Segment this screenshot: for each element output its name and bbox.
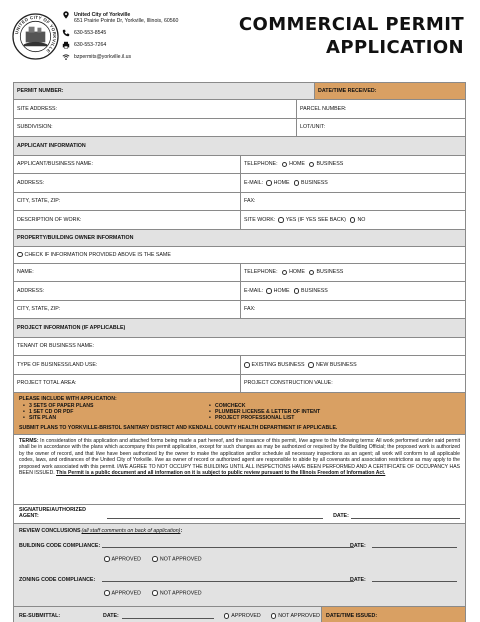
applicant-section-header [14, 137, 465, 156]
existing-business-radio[interactable] [244, 362, 250, 368]
owner-same-label: CHECK IF INFORMATION PROVIDED ABOVE IS THE SAME [24, 251, 171, 258]
building-date-line[interactable] [372, 543, 457, 548]
business-type-row [14, 356, 465, 375]
email-home-radio[interactable] [266, 180, 272, 186]
contact-address-row [62, 12, 252, 25]
project-value-field[interactable]: PROJECT CONSTRUCTION VALUE: [240, 375, 465, 393]
instructions-heading: PLEASE INCLUDE WITH APPLICATION: [19, 396, 117, 402]
org-name: United City of Yorkville [74, 12, 131, 18]
applicant-telephone-field[interactable] [240, 156, 465, 174]
owner-same-option[interactable] [14, 247, 174, 263]
permit-number-field[interactable]: PERMIT NUMBER: [17, 88, 64, 94]
owner-same-radio[interactable] [17, 252, 23, 258]
owner-email-field[interactable] [240, 282, 465, 300]
instruction-item: • COMCHECK [205, 403, 320, 409]
sanitary-note: SUBMIT PLANS TO YORKVILLE-BRISTOL SANITARY DISTRICT AND KENDALL COUNTY HEALTH DEPARTMENT IF APPLICABLE. [19, 425, 338, 431]
project-section-header [14, 319, 465, 338]
site-work-no-label: NO [357, 216, 366, 223]
instruction-item: • PLUMBER LICENSE & LETTER OF INTENT [205, 409, 320, 415]
applicant-section-title: APPLICANT INFORMATION [17, 142, 86, 149]
tenant-row [14, 338, 465, 357]
building-compliance-line[interactable] [102, 543, 354, 548]
instruction-item: • 3 SETS OF PAPER PLANS [19, 403, 205, 409]
resubmittal-row [14, 606, 465, 622]
owner-phone-home-radio[interactable] [282, 270, 288, 276]
instruction-item: • 1 SET CD OR PDF [19, 409, 205, 415]
zoning-not-approved-label: NOT APPROVED [159, 590, 202, 597]
email-business-label: BUSINESS [301, 179, 328, 186]
owner-phone-business-radio[interactable] [309, 270, 315, 276]
owner-city-field[interactable]: CITY, STATE, ZIP: [17, 306, 61, 313]
instructions-list-left [19, 403, 205, 421]
resubmittal-approved-label: APPROVED [231, 613, 261, 619]
telephone-label: TELEPHONE: [244, 161, 278, 168]
building-compliance-label: BUILDING CODE COMPLIANCE: [19, 543, 101, 549]
site-work-label: SITE WORK: [244, 216, 276, 223]
instructions-columns [19, 403, 460, 421]
terms-body: In consideration of this application and attached forms being made a part hereof, and the issuance of this permit, I/we agree to the following terms: All work performed under said permit shall be in accordance with the plans which accompany this permit application, except for such changes as may be authorized or required by the Building Official; the proposed work is authorized by the owner of record, and that I/we have been authorized by the owner to make the application and/or schedule all necessary inspections as an agent; all work will conform to all applicable codes, laws, and ordinances of the United City of Yorkville. I/we as owner of record or authorized agent are responsible to abide by all covenants and association restrictions as may apply to the proposed work associated with this permit. I/WE AGREE TO NOT OCCUPY THE BUILDING UNTIL ALL INSPECTIONS HAVE BEEN PERFORMED AND A CERTIFICATE OF OCCUPANCY HAS BEEN ISSUED. [19, 438, 461, 477]
resubmittal-label: RE-SUBMITTAL: [19, 613, 61, 619]
work-description-field[interactable]: DESCRIPTION OF WORK: [17, 216, 82, 223]
owner-address-field[interactable]: ADDRESS: [17, 287, 45, 294]
phone-icon [62, 29, 70, 37]
resubmittal-cell [14, 607, 321, 622]
contact-email-row [62, 54, 252, 61]
project-section-title: PROJECT INFORMATION (IF APPLICABLE) [17, 324, 126, 331]
owner-phone-business-label: BUSINESS [316, 269, 344, 276]
owner-email-label: E-MAIL: [244, 287, 264, 294]
owner-phone-home-label: HOME [289, 269, 305, 276]
tenant-name-field[interactable]: TENANT OR BUSINESS NAME: [17, 343, 95, 350]
public-document-notice: This Permit is a public document and all information on it is subject to public review pursuant to the Illinois Freedom of Information Act. [56, 470, 386, 477]
owner-telephone-field[interactable] [240, 264, 465, 282]
phone-home-radio[interactable] [282, 162, 288, 168]
zoning-date-label: DATE: [350, 577, 366, 583]
site-work-no-radio[interactable] [350, 217, 356, 223]
permit-form [13, 82, 466, 622]
new-business-radio[interactable] [308, 362, 314, 368]
resubmittal-date-line[interactable] [122, 614, 214, 619]
building-approved-radio[interactable] [104, 556, 110, 562]
subdivision-row [14, 119, 465, 138]
review-heading-note: (all staff comments on back of application) [81, 528, 181, 534]
site-work-yes-radio[interactable] [278, 217, 284, 223]
owner-address-row [14, 282, 465, 301]
signature-row [14, 505, 465, 524]
phone-home-label: HOME [289, 161, 305, 168]
date-received-field[interactable]: DATE/TIME RECEIVED: [314, 83, 465, 99]
date-issued-field[interactable]: DATE/TIME ISSUED: [321, 607, 465, 622]
email-address: bzpermits@yorkville.il.us [74, 54, 132, 61]
new-business-label: NEW BUSINESS [315, 361, 357, 368]
terms-label: TERMS: [19, 438, 39, 444]
phone-number: 630-553-8545 [74, 30, 107, 36]
seal-text: UNITED CITY OF YORKVILLE [14, 14, 58, 54]
zoning-compliance-line[interactable] [102, 577, 354, 582]
title-line-1: COMMERCIAL PERMIT [238, 14, 464, 35]
owner-city-row [14, 301, 465, 320]
zoning-compliance-label: ZONING CODE COMPLIANCE: [19, 577, 96, 583]
site-work-yes-label: YES (IF YES SEE BACK) [285, 216, 346, 223]
applicant-address-row [14, 174, 465, 193]
zoning-approved-radio[interactable] [104, 590, 110, 596]
owner-section-header [14, 230, 465, 247]
zoning-compliance-block [14, 572, 465, 606]
instruction-item: • PROJECT PROFESSIONAL LIST [205, 415, 320, 421]
applicant-name-row [14, 156, 465, 175]
building-not-approved-label: NOT APPROVED [159, 556, 202, 563]
applicant-email-field[interactable] [240, 174, 465, 192]
city-seal-logo [12, 13, 59, 60]
owner-email-home-radio[interactable] [266, 288, 272, 294]
signature-line[interactable] [107, 514, 323, 519]
building-not-approved-radio[interactable] [152, 556, 158, 562]
owner-email-business-radio[interactable] [294, 288, 300, 294]
zoning-approved-label: APPROVED [111, 590, 141, 597]
review-section [14, 524, 465, 622]
owner-name-field[interactable]: NAME: [17, 269, 34, 276]
resubmittal-date-label: DATE: [103, 613, 119, 619]
project-area-field[interactable]: PROJECT TOTAL AREA: [17, 380, 77, 387]
resubmittal-not-approved-label: NOT APPROVED [278, 613, 320, 619]
resubmittal-not-approved-radio[interactable] [271, 613, 277, 619]
subdivision-field[interactable]: SUBDIVISION: [17, 124, 53, 131]
parcel-number-field[interactable]: PARCEL NUMBER: [296, 100, 465, 118]
applicant-fax-field[interactable]: FAX: [240, 193, 465, 211]
signature-label: SIGNATURE/AUTHORIZED AGENT: [19, 507, 86, 519]
applicant-city-row [14, 193, 465, 212]
terms-text [14, 435, 465, 505]
project-area-row [14, 375, 465, 394]
lot-unit-field[interactable]: LOT/UNIT: [296, 119, 465, 137]
existing-business-label: EXISTING BUSINESS [251, 361, 305, 368]
contact-phone1-row [62, 30, 252, 37]
applicant-city-field[interactable]: CITY, STATE, ZIP: [17, 198, 61, 205]
business-status-field[interactable] [240, 356, 465, 374]
owner-same-row [14, 247, 465, 264]
zoning-options [104, 590, 202, 597]
owner-email-business-label: BUSINESS [301, 287, 328, 294]
work-description-row [14, 211, 465, 230]
email-home-label: HOME [273, 179, 290, 186]
contact-info [62, 12, 252, 67]
site-address-row [14, 100, 465, 119]
signature-date-label: DATE: [333, 513, 349, 519]
contact-phone2-row [62, 42, 252, 49]
review-heading: REVIEW CONCLUSIONS (all staff comments on back of application) : [19, 528, 183, 534]
owner-telephone-label: TELEPHONE: [244, 269, 278, 276]
building-options [104, 556, 202, 563]
phone-business-label: BUSINESS [316, 161, 344, 168]
owner-name-row [14, 264, 465, 283]
fax-icon [62, 41, 70, 49]
site-address-field[interactable]: SITE ADDRESS: [17, 105, 58, 112]
owner-fax-field[interactable]: FAX: [240, 301, 465, 319]
building-date-label: DATE: [350, 543, 366, 549]
applicant-name-field[interactable]: APPLICANT/BUSINESS NAME: [17, 161, 93, 168]
resubmittal-approved-radio[interactable] [224, 613, 230, 619]
building-compliance-block [14, 538, 465, 572]
applicant-address-field[interactable]: ADDRESS: [17, 179, 45, 186]
phone-business-radio[interactable] [309, 162, 315, 168]
instruction-item: • SITE PLAN [19, 415, 205, 421]
org-address: 651 Prairie Pointe Dr, Yorkville, Illinois, 60560 [74, 18, 179, 25]
zoning-date-line[interactable] [372, 577, 457, 582]
submission-instructions [14, 393, 465, 435]
email-business-radio[interactable] [294, 180, 300, 186]
fax-number: 630-553-7264 [74, 42, 107, 49]
permit-number-row [14, 83, 465, 100]
site-work-field[interactable] [240, 211, 465, 229]
signature-date-line[interactable] [351, 514, 460, 519]
review-heading-label: REVIEW CONCLUSIONS [19, 528, 81, 534]
title-line-2: APPLICATION [326, 37, 464, 58]
owner-email-home-label: HOME [273, 287, 290, 294]
instructions-list-right [205, 403, 320, 421]
email-label: E-MAIL: [244, 179, 264, 186]
owner-section-title: PROPERTY/BUILDING OWNER INFORMATION [17, 234, 134, 241]
location-pin-icon [62, 11, 70, 19]
page-title [234, 13, 464, 59]
wifi-icon [62, 53, 70, 61]
building-approved-label: APPROVED [111, 556, 141, 563]
business-type-field[interactable]: TYPE OF BUSINESS/LAND USE: [17, 361, 98, 368]
zoning-not-approved-radio[interactable] [152, 590, 158, 596]
